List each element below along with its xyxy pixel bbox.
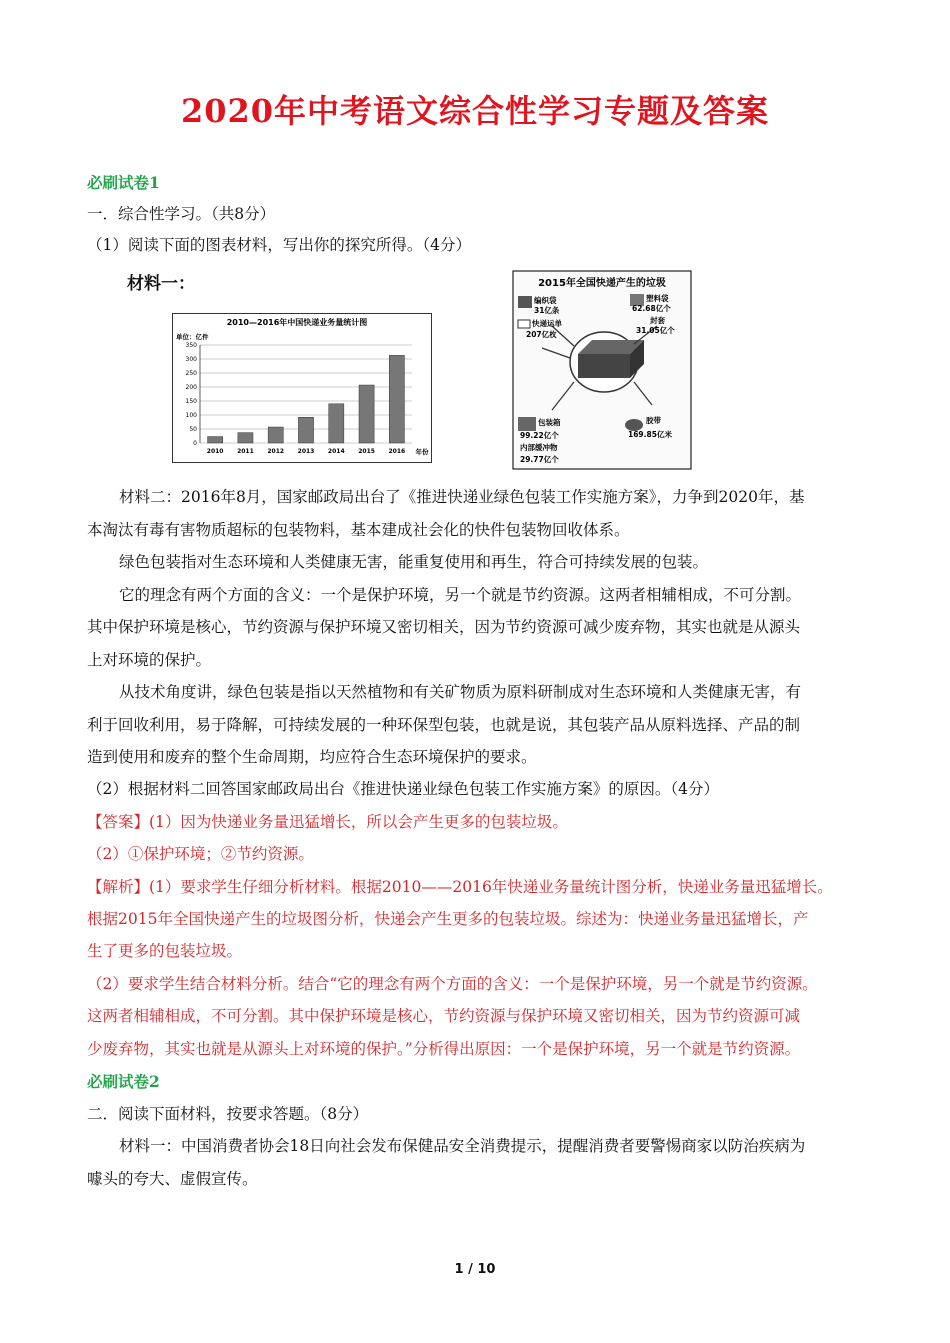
analysis-line: 生了更多的包装垃圾。 xyxy=(87,942,243,960)
chart-x-tick-label: 2015 xyxy=(358,448,375,455)
waybill-icon xyxy=(518,320,530,328)
chart-y-tick-label: 50 xyxy=(189,426,197,433)
item-value-tape: 169.85亿米 xyxy=(628,430,672,439)
express-garbage-infographic xyxy=(512,270,692,470)
chart-bar-2010 xyxy=(208,437,223,443)
analysis-line: （2）要求学生结合材料分析。结合“它的理念有两个方面的含义：一个是保护环境，另一个就是节约资源。 xyxy=(87,975,818,993)
item-value-carton: 99.22亿个 xyxy=(520,431,559,440)
chart-y-tick-label: 250 xyxy=(185,370,197,377)
item-value-cushion: 29.77亿个 xyxy=(520,455,559,464)
material-2-line: 材料二：2016年8月，国家邮政局出台了《推进快递业绿色包装工作实施方案》，力争到2020年，基 xyxy=(119,488,805,506)
chart-x-tick-label: 2014 xyxy=(327,448,345,455)
section-label-2: 必刷试卷2 xyxy=(87,1072,160,1091)
chart-x-tick-label: 2010 xyxy=(206,448,224,455)
chart-y-tick-label: 150 xyxy=(185,398,197,405)
item-label-woven-bag: 编织袋 xyxy=(534,296,557,305)
chart-y-tick-label: 300 xyxy=(185,356,197,363)
item-value-woven-bag: 31亿条 xyxy=(534,306,560,315)
question-2-material-line: 材料一：中国消费者协会18日向社会发布保健品安全消费提示，提醒消费者要警惕商家以防治疾病为 xyxy=(119,1137,806,1155)
chart-x-tick-label: 2011 xyxy=(237,448,254,455)
item-label-cushion: 内部缓冲物 xyxy=(520,443,558,452)
question-2-heading: 二．阅读下面材料，按要求答题。（8分） xyxy=(87,1105,369,1123)
chart-title: 2010—2016年中国快递业务量统计图 xyxy=(226,318,368,327)
material-2-line: 利于回收利用，易于降解，可持续发展的一种环保型包装，也就是说，其包装产品从原料选择、产品的制 xyxy=(87,716,801,734)
item-label-tape: 胶带 xyxy=(646,416,661,425)
chart-x-tick-label: 2012 xyxy=(267,448,285,455)
question-1-part-1: （1）阅读下面的图表材料，写出你的探究所得。（4分） xyxy=(87,236,471,254)
analysis-line: 根据2015年全国快递产生的垃圾图分析，快递会产生更多的包装垃圾。综述为：快递业务量迅猛增长，产 xyxy=(87,910,809,928)
chart-y-tick-label: 0 xyxy=(193,440,197,447)
section-label-1: 必刷试卷1 xyxy=(87,173,160,192)
material-2-line: 绿色包装指对生态环境和人类健康无害，能重复使用和再生，符合可持续发展的包装。 xyxy=(119,553,709,571)
item-value-waybill: 207亿枚 xyxy=(526,330,557,339)
answer-line: （2）①保护环境；②节约资源。 xyxy=(87,845,314,863)
material-2-line: 它的理念有两个方面的含义：一个是保护环境，另一个就是节约资源。这两者相辅相成，不可分割。 xyxy=(119,586,802,604)
item-label-plastic-bag: 塑料袋 xyxy=(646,294,669,303)
chart-bar-2016 xyxy=(389,355,404,443)
infographic-title: 2015年全国快递产生的垃圾 xyxy=(538,278,666,289)
express-volume-bar-chart xyxy=(172,313,432,463)
chart-bar-2012 xyxy=(268,427,283,443)
chart-y-tick-label: 100 xyxy=(185,412,197,419)
chart-x-axis-label: 年份 xyxy=(415,448,429,456)
chart-y-tick-label: 350 xyxy=(185,342,197,349)
material-2-line: 上对环境的保护。 xyxy=(87,651,212,669)
chart-x-tick-label: 2013 xyxy=(297,448,315,455)
question-1-heading: 一．综合性学习。（共8分） xyxy=(87,205,276,223)
item-label-envelope: 封套 xyxy=(650,316,665,325)
chart-x-tick-label: 2016 xyxy=(388,448,406,455)
chart-unit-label: 单位：亿件 xyxy=(176,333,209,341)
page-number: 1 / 10 xyxy=(454,1262,496,1277)
chart-y-tick-label: 200 xyxy=(185,384,197,391)
woven-bag-icon xyxy=(518,296,532,308)
material-2-line: 从技术角度讲，绿色包装是指以天然植物和有关矿物质为原料研制成对生态环境和人类健康无害，有 xyxy=(119,683,802,701)
chart-bar-2011 xyxy=(238,433,253,443)
question-2-material-line: 噱头的夸大、虚假宣传。 xyxy=(87,1170,258,1188)
item-value-envelope: 31.05亿个 xyxy=(636,326,675,335)
chart-bar-2014 xyxy=(329,404,344,443)
analysis-line: 少废弃物，其实也就是从源头上对环境的保护。”分析得出原因：一个是保护环境，另一个就是节约资源。 xyxy=(87,1040,801,1058)
item-value-plastic-bag: 62.68亿个 xyxy=(632,304,671,313)
answer-line: 【答案】(1）因为快递业务量迅猛增长，所以会产生更多的包装垃圾。 xyxy=(87,813,568,831)
item-label-carton: 包装箱 xyxy=(538,418,561,427)
carton-icon xyxy=(518,417,536,431)
question-1-part-2: （2）根据材料二回答国家邮政局出台《推进快递业绿色包装工作实施方案》的原因。（4分） xyxy=(87,780,719,798)
material-2-line: 本淘汰有毒有害物质超标的包装物料，基本建成社会化的快件包装物回收体系。 xyxy=(87,521,630,539)
material-1-label: 材料一： xyxy=(127,274,195,294)
document-title: 2020年中考语文综合性学习专题及答案 xyxy=(180,92,770,130)
analysis-line: 【解析】(1）要求学生仔细分析材料。根据2010——2016年快递业务量统计图分析，快递业务量迅猛增长。 xyxy=(87,878,833,896)
material-2-line: 其中保护环境是核心，节约资源与保护环境又密切相关，因为节约资源可减少废弃物，其实也就是从源头 xyxy=(87,618,801,636)
chart-bar-2015 xyxy=(359,385,374,443)
materials-figure xyxy=(87,265,867,475)
analysis-line: 这两者相辅相成，不可分割。其中保护环境是核心，节约资源与保护环境又密切相关，因为节约资源可减 xyxy=(87,1007,801,1025)
chart-bar-2013 xyxy=(298,417,313,443)
material-2-line: 造到使用和废弃的整个生命周期，均应符合生态环境保护的要求。 xyxy=(87,748,537,766)
item-label-waybill: 快递运单 xyxy=(532,319,562,328)
